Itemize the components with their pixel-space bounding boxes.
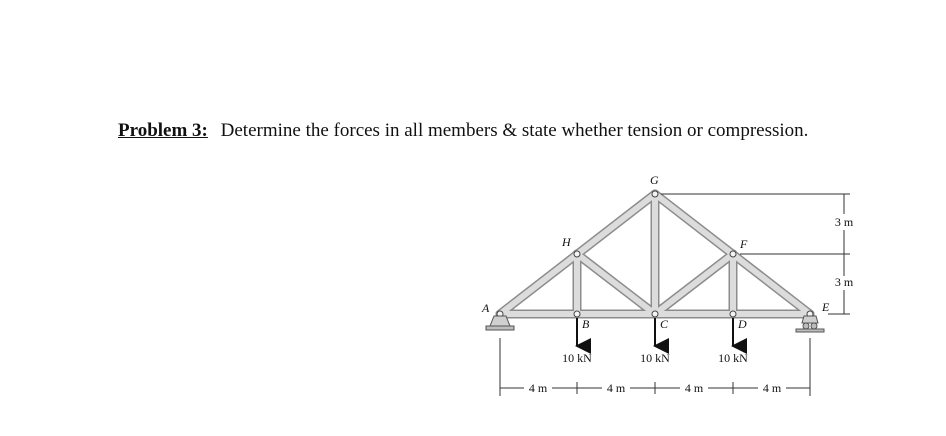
load-arrows: [577, 318, 733, 346]
pin-F: [730, 251, 736, 257]
truss-figure: [478, 168, 868, 436]
load-label-B: 10 kN: [562, 351, 592, 365]
height-dimension-lines: [661, 194, 850, 314]
joint-label-C: C: [660, 317, 669, 331]
joint-label-D: D: [738, 317, 747, 331]
pin-H: [574, 251, 580, 257]
problem-text: Determine the forces in all members & state whether tension or compression.: [220, 120, 809, 141]
height-label-1: 3 m: [834, 215, 854, 229]
pin-G: [652, 191, 658, 197]
joint-label-E: E: [822, 300, 830, 314]
span-label-2: 4 m: [606, 381, 626, 395]
joint-label-B: B: [582, 317, 590, 331]
joint-label-H: H: [562, 235, 571, 249]
load-label-D: 10 kN: [718, 351, 748, 365]
truss-diagram: [478, 168, 868, 436]
span-label-3: 4 m: [684, 381, 704, 395]
height-label-2: 3 m: [834, 275, 854, 289]
span-label-4: 4 m: [762, 381, 782, 395]
span-label-1: 4 m: [528, 381, 548, 395]
pin-C: [652, 311, 658, 317]
joint-label-A: A: [482, 301, 490, 315]
pin-B: [574, 311, 580, 317]
problem-statement: [118, 120, 808, 142]
pin-D: [730, 311, 736, 317]
load-label-C: 10 kN: [640, 351, 670, 365]
problem-label: Problem 3:: [118, 120, 208, 141]
joint-label-F: F: [740, 237, 748, 251]
joint-label-G: G: [650, 173, 659, 187]
